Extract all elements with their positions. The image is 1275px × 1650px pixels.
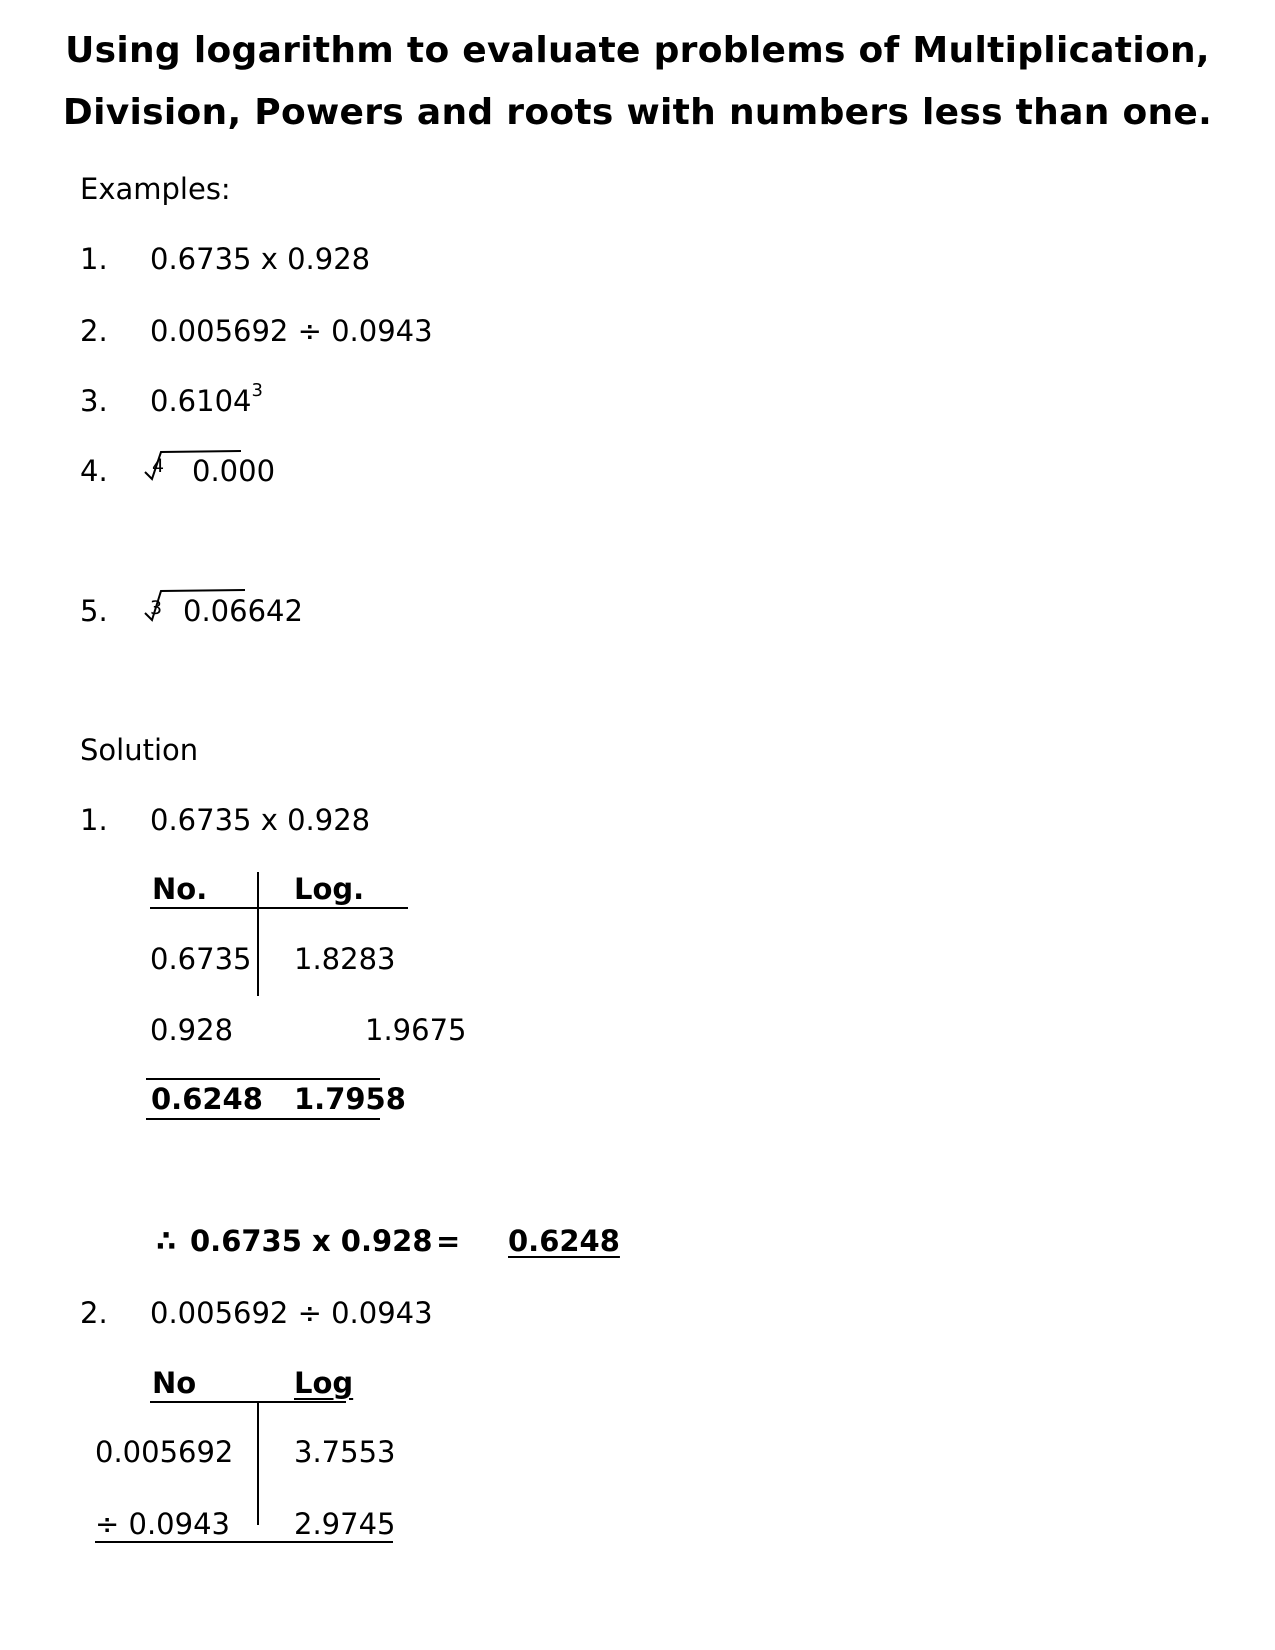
log-table-1-sum-rule-bottom	[146, 1118, 380, 1120]
log-table-2-row-1-log: 3.7553	[294, 1435, 396, 1469]
log-table-1-sum-rule-top	[146, 1078, 380, 1080]
example-2-expression: 0.005692 ÷ 0.0943	[150, 314, 433, 348]
therefore-icon: ∴	[156, 1224, 177, 1258]
example-2-number: 2.	[80, 314, 108, 348]
log-table-1-header-log: Log.	[294, 872, 365, 906]
log-table-1-row-1-log: 1.8283	[294, 942, 396, 976]
conclusion-1-answer: 0.6248	[508, 1224, 620, 1258]
conclusion-1-equals: =	[436, 1224, 461, 1258]
log-table-2-row-2-log: 2.9745	[294, 1507, 396, 1541]
solution-heading: Solution	[80, 733, 199, 767]
example-1-number: 1.	[80, 242, 108, 276]
log-table-1-header-rule	[150, 907, 408, 909]
example-5-root-index: 3	[150, 597, 163, 619]
log-table-2-header-rule	[150, 1401, 346, 1403]
log-table-1-row-2-log: 1.9675	[365, 1013, 467, 1047]
log-table-2-header-no: No	[152, 1366, 197, 1400]
example-4-radicand: 0.000	[192, 454, 276, 488]
example-3-number: 3.	[80, 384, 108, 418]
example-1-expression: 0.6735 x 0.928	[150, 242, 371, 276]
log-table-1-result-no: 0.6248	[151, 1082, 263, 1116]
log-table-2-sum-rule	[95, 1541, 393, 1543]
page-title-line-2: Division, Powers and roots with numbers less than one.	[62, 92, 1213, 133]
example-3-base: 0.6104	[150, 384, 252, 418]
log-table-2-row-1-no: 0.005692	[95, 1435, 234, 1469]
example-4-root-index: 4	[152, 455, 165, 477]
example-5-number: 5.	[80, 594, 108, 628]
solution-1-number: 1.	[80, 803, 108, 837]
conclusion-1-lhs: 0.6735 x 0.928	[190, 1224, 433, 1258]
log-table-2-column-divider	[257, 1401, 259, 1525]
example-3-expression	[150, 380, 263, 418]
solution-2-number: 2.	[80, 1296, 108, 1330]
examples-heading: Examples:	[80, 172, 231, 206]
log-table-1-row-2-no: 0.928	[150, 1013, 234, 1047]
example-3-exponent: 3	[251, 380, 263, 401]
page-title-line-1: Using logarithm to evaluate problems of Multiplication,	[65, 30, 1210, 71]
log-table-1-row-1-no: 0.6735	[150, 942, 252, 976]
log-table-2-row-2-no: ÷ 0.0943	[95, 1507, 230, 1541]
log-table-2-header-log: Log	[294, 1366, 354, 1400]
example-4-number: 4.	[80, 454, 108, 488]
example-5-radicand: 0.06642	[183, 594, 303, 628]
solution-2-expression: 0.005692 ÷ 0.0943	[150, 1296, 433, 1330]
solution-1-expression: 0.6735 x 0.928	[150, 803, 371, 837]
log-table-1-result-log: 1.7958	[294, 1082, 406, 1116]
log-table-1-header-no: No.	[152, 872, 208, 906]
log-table-1-column-divider	[257, 872, 259, 996]
